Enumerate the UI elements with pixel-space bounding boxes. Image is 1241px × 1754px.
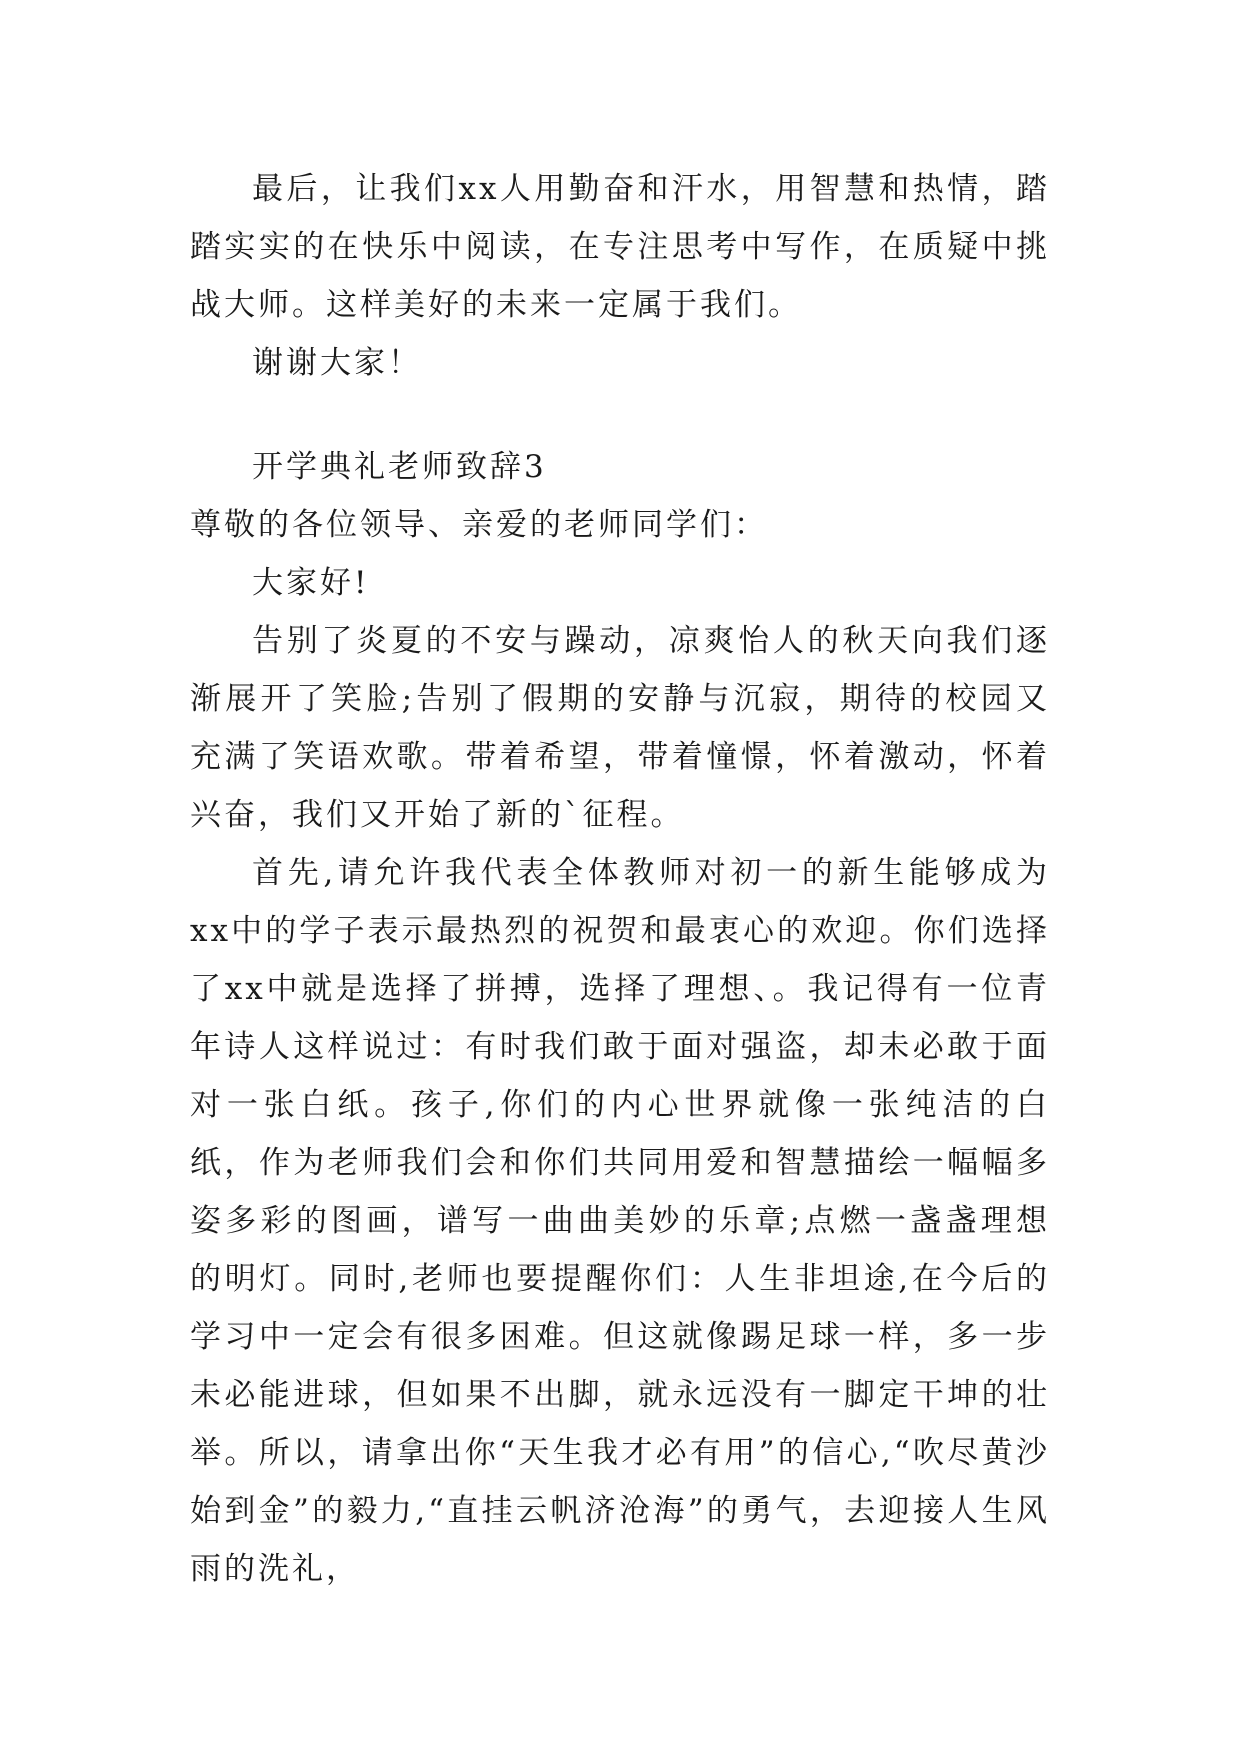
section-gap xyxy=(190,392,1050,438)
body-paragraph-1: 告别了炎夏的不安与躁动，凉爽怡人的秋天向我们逐渐展开了笑脸;告别了假期的安静与沉寂，期待的校园又充满了笑语欢歌。带着希望，带着憧憬，怀着激动，怀着兴奋，我们又开始了新的`征程。 xyxy=(190,623,1050,833)
closing-paragraph: 最后，让我们xx人用勤奋和汗水，用智慧和热情，踏踏实实的在快乐中阅读，在专注思考中写作，在质疑中挑战大师。这样美好的未来一定属于我们。 xyxy=(190,171,1050,323)
greeting-line: 大家好! xyxy=(252,565,370,601)
thanks-line: 谢谢大家！ xyxy=(252,345,422,381)
document-body xyxy=(190,160,1050,1598)
salutation-line: 尊敬的各位领导、亲爱的老师同学们： xyxy=(190,507,768,543)
section-title: 开学典礼老师致辞3 xyxy=(252,449,547,485)
body-paragraph-2: 首先,请允许我代表全体教师对初一的新生能够成为xx中的学子表示最热烈的祝贺和最衷心的欢迎。你们选择了xx中就是选择了拼搏，选择了理想、。我记得有一位青年诗人这样说过：有时我们敢于面对强盗，却未必敢于面对一张白纸。孩子,你们的内心世界就像一张纯洁的白纸，作为老师我们会和你们共同用爱和智慧描绘一幅幅多姿多彩的图画，谱写一曲曲美妙的乐章;点燃一盏盏理想的明灯。同时,老师也要提醒你们：人生非坦途,在今后的学习中一定会有很多困难。但这就像踢足球一样，多一步未必能进球，但如果不出脚，就永远没有一脚定干坤的壮举。所以，请拿出你“天生我才必有用”的信心,“吹尽黄沙始到金”的毅力,“直挂云帆济沧海”的勇气，去迎接人生风雨的洗礼， xyxy=(190,855,1050,1587)
